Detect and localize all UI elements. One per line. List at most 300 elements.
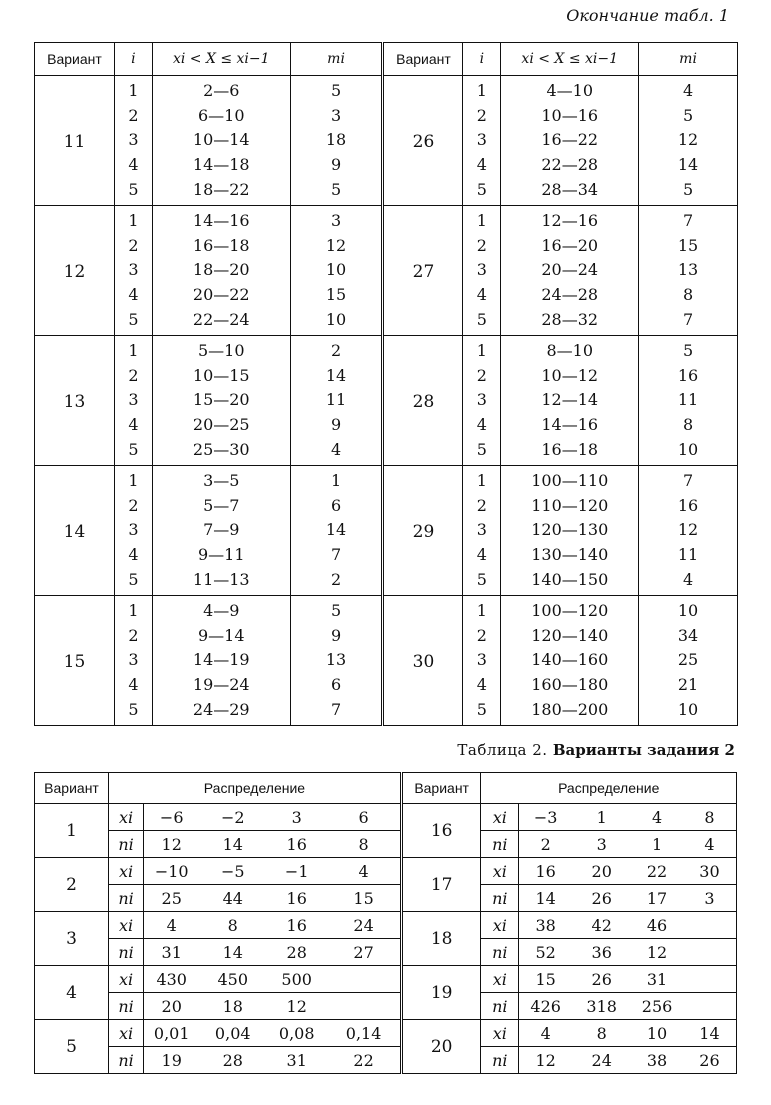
interval-cell: 100—110	[501, 465, 639, 493]
interval-cell: 9—14	[152, 623, 290, 648]
variant-number: 11	[35, 76, 115, 206]
variant-number: 18	[401, 912, 481, 966]
table-row	[35, 205, 738, 233]
row-index: 3	[463, 388, 501, 413]
value-cell: 24	[327, 912, 401, 939]
count-cell: 19	[144, 1047, 200, 1074]
variant-number: 19	[401, 966, 481, 1020]
row-index: 2	[463, 364, 501, 389]
frequency-cell: 6	[290, 673, 383, 698]
row-index: 2	[463, 494, 501, 519]
row-index: 1	[114, 76, 152, 104]
count-cell: 26	[572, 885, 631, 912]
count-cell: 12	[266, 993, 327, 1020]
count-cell	[327, 993, 401, 1020]
frequency-cell: 10	[639, 697, 738, 725]
row-index: 3	[463, 128, 501, 153]
variants-table-2	[34, 772, 737, 1074]
frequency-cell: 8	[639, 413, 738, 438]
frequency-cell: 12	[639, 518, 738, 543]
value-cell: 38	[519, 912, 573, 939]
value-cell: 31	[631, 966, 683, 993]
x-label: xi	[109, 912, 144, 939]
frequency-cell: 10	[290, 258, 383, 283]
value-cell: −2	[199, 804, 266, 831]
variant-number: 2	[35, 858, 109, 912]
count-cell: 256	[631, 993, 683, 1020]
variant-number: 14	[35, 465, 115, 595]
row-index: 4	[463, 673, 501, 698]
interval-cell: 7—9	[152, 518, 290, 543]
interval-cell: 16—18	[152, 234, 290, 259]
frequency-cell: 10	[639, 437, 738, 465]
count-cell: 38	[631, 1047, 683, 1074]
row-index: 5	[114, 177, 152, 205]
count-cell: 14	[199, 831, 266, 858]
interval-cell: 24—28	[501, 283, 639, 308]
value-cell	[683, 912, 737, 939]
count-cell: 31	[144, 939, 200, 966]
value-cell: 14	[683, 1020, 737, 1047]
value-cell: 16	[519, 858, 573, 885]
variant-number: 29	[383, 465, 463, 595]
frequency-cell: 7	[639, 205, 738, 233]
n-label: ni	[481, 993, 519, 1020]
value-cell: 16	[266, 912, 327, 939]
table-row	[35, 76, 738, 104]
count-cell: 16	[266, 885, 327, 912]
frequency-cell: 4	[639, 76, 738, 104]
row-index: 1	[463, 595, 501, 623]
interval-cell: 16—20	[501, 234, 639, 259]
value-cell: 3	[266, 804, 327, 831]
frequency-cell: 14	[290, 518, 383, 543]
table-row	[35, 1047, 737, 1074]
table2-caption-title: Варианты задания 2	[552, 741, 735, 759]
n-label: ni	[109, 831, 144, 858]
variant-number: 15	[35, 595, 115, 725]
n-label: ni	[109, 1047, 144, 1074]
frequency-cell: 12	[639, 128, 738, 153]
interval-cell: 14—18	[152, 153, 290, 178]
count-cell: 36	[572, 939, 631, 966]
row-index: 2	[114, 494, 152, 519]
row-index: 2	[463, 234, 501, 259]
row-index: 3	[114, 128, 152, 153]
count-cell: 4	[683, 831, 737, 858]
interval-cell: 12—14	[501, 388, 639, 413]
frequency-cell: 10	[639, 595, 738, 623]
row-index: 3	[114, 648, 152, 673]
table-row	[35, 831, 737, 858]
count-cell: 17	[631, 885, 683, 912]
frequency-cell: 12	[290, 234, 383, 259]
count-cell: 28	[266, 939, 327, 966]
value-cell: −5	[199, 858, 266, 885]
row-index: 3	[463, 648, 501, 673]
row-index: 5	[114, 437, 152, 465]
table2-body	[35, 804, 737, 1074]
x-label: xi	[481, 912, 519, 939]
row-index: 4	[114, 543, 152, 568]
interval-cell: 3—5	[152, 465, 290, 493]
frequency-cell: 5	[639, 335, 738, 363]
value-cell: 430	[144, 966, 200, 993]
count-cell: 12	[519, 1047, 573, 1074]
frequency-cell: 5	[639, 104, 738, 129]
frequency-cell: 13	[639, 258, 738, 283]
count-cell: 12	[631, 939, 683, 966]
frequency-cell: 16	[639, 494, 738, 519]
frequency-cell: 9	[290, 623, 383, 648]
row-index: 2	[114, 364, 152, 389]
variant-number: 28	[383, 335, 463, 465]
row-index: 3	[114, 258, 152, 283]
frequency-cell: 4	[290, 437, 383, 465]
variant-number: 12	[35, 205, 115, 335]
frequency-cell: 3	[290, 205, 383, 233]
interval-cell: 20—22	[152, 283, 290, 308]
interval-cell: 160—180	[501, 673, 639, 698]
count-cell: 28	[199, 1047, 266, 1074]
row-index: 4	[114, 283, 152, 308]
variant-number: 26	[383, 76, 463, 206]
count-cell: 14	[199, 939, 266, 966]
value-cell: 4	[631, 804, 683, 831]
value-cell: 8	[572, 1020, 631, 1047]
variant-number: 3	[35, 912, 109, 966]
value-cell: 8	[199, 912, 266, 939]
count-cell	[683, 939, 737, 966]
value-cell: 10	[631, 1020, 683, 1047]
interval-cell: 130—140	[501, 543, 639, 568]
variant-number: 13	[35, 335, 115, 465]
count-cell: 15	[327, 885, 401, 912]
interval-cell: 22—24	[152, 307, 290, 335]
frequency-cell: 11	[639, 543, 738, 568]
frequency-cell: 1	[290, 465, 383, 493]
interval-cell: 25—30	[152, 437, 290, 465]
frequency-cell: 4	[639, 567, 738, 595]
frequency-cell: 2	[290, 567, 383, 595]
count-cell: 318	[572, 993, 631, 1020]
frequency-cell: 7	[290, 697, 383, 725]
interval-cell: 12—16	[501, 205, 639, 233]
row-index: 1	[463, 76, 501, 104]
interval-cell: 15—20	[152, 388, 290, 413]
count-cell: 20	[144, 993, 200, 1020]
frequency-cell: 13	[290, 648, 383, 673]
value-cell: 8	[683, 804, 737, 831]
interval-cell: 20—24	[501, 258, 639, 283]
row-index: 4	[114, 673, 152, 698]
frequency-cell: 6	[290, 494, 383, 519]
row-index: 3	[463, 258, 501, 283]
table-row	[35, 885, 737, 912]
count-cell: 2	[519, 831, 573, 858]
interval-cell: 14—16	[152, 205, 290, 233]
value-cell: 6	[327, 804, 401, 831]
count-cell: 22	[327, 1047, 401, 1074]
interval-cell: 100—120	[501, 595, 639, 623]
count-cell: 24	[572, 1047, 631, 1074]
interval-cell: 4—9	[152, 595, 290, 623]
value-cell: 20	[572, 858, 631, 885]
variants-table-1	[34, 42, 738, 726]
count-cell: 1	[631, 831, 683, 858]
row-index: 4	[463, 413, 501, 438]
row-index: 1	[463, 335, 501, 363]
value-cell: 4	[327, 858, 401, 885]
value-cell: −1	[266, 858, 327, 885]
interval-cell: 9—11	[152, 543, 290, 568]
x-label: xi	[109, 858, 144, 885]
variant-number: 1	[35, 804, 109, 858]
interval-cell: 18—20	[152, 258, 290, 283]
count-cell: 31	[266, 1047, 327, 1074]
n-label: ni	[481, 885, 519, 912]
frequency-cell: 5	[290, 177, 383, 205]
frequency-cell: 15	[639, 234, 738, 259]
table1-continuation-caption: Окончание табл. 1	[566, 6, 729, 25]
n-label: ni	[109, 885, 144, 912]
table-row	[35, 595, 738, 623]
interval-cell: 14—19	[152, 648, 290, 673]
frequency-cell: 9	[290, 153, 383, 178]
table-row	[35, 858, 737, 885]
frequency-cell: 3	[290, 104, 383, 129]
frequency-cell: 11	[290, 388, 383, 413]
table1-header-row	[35, 43, 738, 76]
count-cell: 3	[683, 885, 737, 912]
frequency-cell: 11	[639, 388, 738, 413]
row-index: 3	[463, 518, 501, 543]
interval-cell: 10—16	[501, 104, 639, 129]
n-label: ni	[481, 831, 519, 858]
interval-cell: 20—25	[152, 413, 290, 438]
n-label: ni	[481, 939, 519, 966]
count-cell: 27	[327, 939, 401, 966]
x-label: xi	[481, 1020, 519, 1047]
value-cell: −10	[144, 858, 200, 885]
header-variant: Вариант	[35, 773, 109, 804]
count-cell: 44	[199, 885, 266, 912]
frequency-cell: 25	[639, 648, 738, 673]
x-label: xi	[481, 804, 519, 831]
row-index: 5	[463, 177, 501, 205]
table1-body	[35, 76, 738, 726]
table-row	[35, 804, 737, 831]
value-cell: 46	[631, 912, 683, 939]
header-interval: xi < X ≤ xi−1	[152, 43, 290, 76]
interval-cell: 22—28	[501, 153, 639, 178]
variant-number: 17	[401, 858, 481, 912]
count-cell: 18	[199, 993, 266, 1020]
row-index: 1	[114, 205, 152, 233]
count-cell: 25	[144, 885, 200, 912]
header-m: mi	[639, 43, 738, 76]
variant-number: 4	[35, 966, 109, 1020]
count-cell: 12	[144, 831, 200, 858]
frequency-cell: 2	[290, 335, 383, 363]
value-cell: 15	[519, 966, 573, 993]
count-cell: 8	[327, 831, 401, 858]
n-label: ni	[481, 1047, 519, 1074]
table-row	[35, 939, 737, 966]
variant-number: 27	[383, 205, 463, 335]
interval-cell: 16—18	[501, 437, 639, 465]
count-cell: 16	[266, 831, 327, 858]
frequency-cell: 7	[639, 465, 738, 493]
frequency-cell: 14	[290, 364, 383, 389]
row-index: 2	[114, 234, 152, 259]
variant-number: 16	[401, 804, 481, 858]
header-i: i	[463, 43, 501, 76]
frequency-cell: 5	[290, 595, 383, 623]
header-i: i	[114, 43, 152, 76]
count-cell	[683, 993, 737, 1020]
value-cell: 26	[572, 966, 631, 993]
row-index: 5	[114, 697, 152, 725]
interval-cell: 6—10	[152, 104, 290, 129]
interval-cell: 16—22	[501, 128, 639, 153]
n-label: ni	[109, 939, 144, 966]
n-label: ni	[109, 993, 144, 1020]
value-cell: −3	[519, 804, 573, 831]
count-cell: 3	[572, 831, 631, 858]
row-index: 5	[463, 437, 501, 465]
value-cell: 500	[266, 966, 327, 993]
variant-number: 20	[401, 1020, 481, 1074]
value-cell: 22	[631, 858, 683, 885]
value-cell	[327, 966, 401, 993]
row-index: 1	[463, 465, 501, 493]
row-index: 5	[463, 307, 501, 335]
interval-cell: 18—22	[152, 177, 290, 205]
interval-cell: 110—120	[501, 494, 639, 519]
value-cell: 30	[683, 858, 737, 885]
row-index: 1	[463, 205, 501, 233]
header-distribution: Распределение	[481, 773, 737, 804]
interval-cell: 8—10	[501, 335, 639, 363]
value-cell: 4	[519, 1020, 573, 1047]
table-row	[35, 335, 738, 363]
x-label: xi	[481, 966, 519, 993]
row-index: 4	[463, 543, 501, 568]
header-variant: Вариант	[401, 773, 481, 804]
interval-cell: 140—150	[501, 567, 639, 595]
variant-number: 5	[35, 1020, 109, 1074]
table-row	[35, 465, 738, 493]
frequency-cell: 21	[639, 673, 738, 698]
table2-caption-prefix: Таблица 2.	[457, 741, 548, 759]
row-index: 1	[114, 335, 152, 363]
x-label: xi	[109, 966, 144, 993]
frequency-cell: 15	[290, 283, 383, 308]
value-cell	[683, 966, 737, 993]
table-row	[35, 966, 737, 993]
row-index: 2	[463, 104, 501, 129]
interval-cell: 180—200	[501, 697, 639, 725]
row-index: 5	[463, 567, 501, 595]
row-index: 3	[114, 388, 152, 413]
frequency-cell: 18	[290, 128, 383, 153]
interval-cell: 28—32	[501, 307, 639, 335]
interval-cell: 4—10	[501, 76, 639, 104]
table2-caption	[457, 741, 735, 759]
row-index: 2	[114, 623, 152, 648]
value-cell: 450	[199, 966, 266, 993]
count-cell: 426	[519, 993, 573, 1020]
row-index: 2	[114, 104, 152, 129]
interval-cell: 5—7	[152, 494, 290, 519]
value-cell: 42	[572, 912, 631, 939]
count-cell: 14	[519, 885, 573, 912]
header-variant: Вариант	[383, 43, 463, 76]
count-cell: 26	[683, 1047, 737, 1074]
row-index: 5	[114, 567, 152, 595]
interval-cell: 10—15	[152, 364, 290, 389]
table-row	[35, 993, 737, 1020]
value-cell: −6	[144, 804, 200, 831]
row-index: 1	[114, 465, 152, 493]
header-distribution: Распределение	[109, 773, 402, 804]
frequency-cell: 16	[639, 364, 738, 389]
row-index: 4	[463, 153, 501, 178]
variant-number: 30	[383, 595, 463, 725]
value-cell: 0,08	[266, 1020, 327, 1047]
interval-cell: 14—16	[501, 413, 639, 438]
frequency-cell: 9	[290, 413, 383, 438]
interval-cell: 120—140	[501, 623, 639, 648]
table2-header-row	[35, 773, 737, 804]
row-index: 5	[114, 307, 152, 335]
header-variant: Вариант	[35, 43, 115, 76]
row-index: 4	[463, 283, 501, 308]
interval-cell: 28—34	[501, 177, 639, 205]
row-index: 5	[463, 697, 501, 725]
value-cell: 0,01	[144, 1020, 200, 1047]
frequency-cell: 5	[290, 76, 383, 104]
value-cell: 4	[144, 912, 200, 939]
interval-cell: 140—160	[501, 648, 639, 673]
interval-cell: 10—12	[501, 364, 639, 389]
x-label: xi	[109, 804, 144, 831]
row-index: 4	[114, 413, 152, 438]
table-row	[35, 912, 737, 939]
value-cell: 0,14	[327, 1020, 401, 1047]
x-label: xi	[109, 1020, 144, 1047]
interval-cell: 19—24	[152, 673, 290, 698]
interval-cell: 10—14	[152, 128, 290, 153]
x-label: xi	[481, 858, 519, 885]
row-index: 3	[114, 518, 152, 543]
count-cell: 52	[519, 939, 573, 966]
frequency-cell: 7	[639, 307, 738, 335]
interval-cell: 120—130	[501, 518, 639, 543]
interval-cell: 2—6	[152, 76, 290, 104]
frequency-cell: 7	[290, 543, 383, 568]
frequency-cell: 14	[639, 153, 738, 178]
header-m: mi	[290, 43, 383, 76]
frequency-cell: 5	[639, 177, 738, 205]
interval-cell: 24—29	[152, 697, 290, 725]
row-index: 2	[463, 623, 501, 648]
frequency-cell: 34	[639, 623, 738, 648]
interval-cell: 5—10	[152, 335, 290, 363]
row-index: 4	[114, 153, 152, 178]
value-cell: 0,04	[199, 1020, 266, 1047]
